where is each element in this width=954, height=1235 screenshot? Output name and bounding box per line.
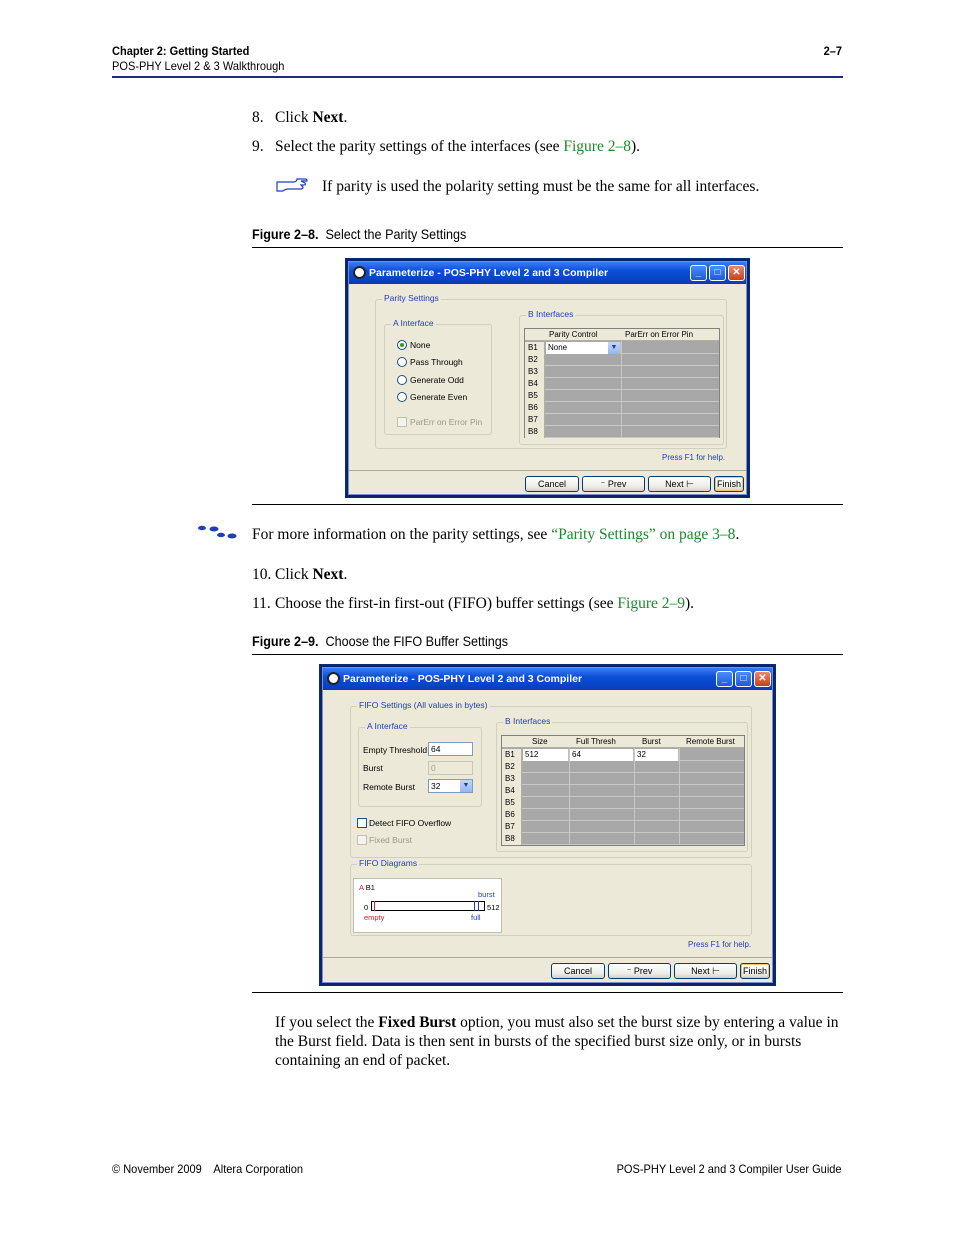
more-info-text: For more information on the parity settings, see “Parity Settings” on page 3–8.: [252, 526, 740, 543]
prev-button[interactable]: ⁻ Prev: [582, 476, 645, 492]
figure-2-8-caption: Figure 2–8. Select the Parity Settings: [252, 226, 467, 242]
parity-settings-dialog: [345, 258, 750, 498]
help-hint: Press F1 for help.: [688, 940, 752, 949]
section-title: POS-PHY Level 2 & 3 Walkthrough: [112, 59, 285, 73]
maximize-icon[interactable]: □: [709, 265, 726, 281]
table-row: B2: [525, 354, 719, 366]
cancel-button[interactable]: Cancel: [551, 963, 605, 979]
prev-arrow-icon: ⁻: [626, 966, 634, 976]
b-interfaces-grid: Size Full Thresh Burst Remote Burst B1 512 64 32 B2 B3 B4 B5 B6 B7 B8: [501, 735, 745, 846]
page-number: 2–7: [823, 44, 842, 58]
radio-generate-even[interactable]: [397, 392, 407, 402]
table-row: B5: [502, 797, 744, 809]
figure-2-8-link[interactable]: Figure 2–8: [563, 138, 631, 155]
fifo-bar: [371, 901, 485, 911]
minimize-icon[interactable]: _: [716, 671, 733, 687]
b-interfaces-group: B Interfaces Parity Control ParErr on Error Pin B1 None ▼ B2 B3 B4 B5 B6 B7 B8: [519, 315, 724, 445]
prev-button[interactable]: ⁻ Prev: [608, 963, 671, 979]
fifo-settings-dialog: [319, 664, 776, 986]
b-interfaces-grid: Parity Control ParErr on Error Pin B1 None ▼ B2 B3 B4 B5 B6 B7 B8: [524, 328, 720, 438]
cancel-button[interactable]: Cancel: [525, 476, 579, 492]
footprints-icon: [197, 524, 239, 540]
chapter-title: Chapter 2: Getting Started: [112, 44, 250, 58]
table-row: B4: [502, 785, 744, 797]
step-11-text: Choose the first-in first-out (FIFO) buffer settings (see Figure 2–9).: [275, 595, 695, 612]
b1-burst-cell[interactable]: 32: [635, 749, 679, 761]
table-row: B2: [502, 761, 744, 773]
table-row: B6: [525, 402, 719, 414]
a-interface-group: A Interface None Pass Through Generate Odd Generate Even ParErr on Error Pin: [384, 324, 492, 435]
table-row: B1 None ▼: [525, 342, 719, 354]
step-8-text: Click Next.: [275, 109, 348, 126]
radio-none[interactable]: [397, 340, 407, 350]
figure-2-8-top-rule: [252, 247, 843, 248]
parity-settings-link[interactable]: “Parity Settings” on page 3–8: [551, 526, 736, 543]
b1-parity-select[interactable]: None ▼: [546, 342, 621, 354]
step-9-text: Select the parity settings of the interfaces (see Figure 2–8).: [275, 138, 641, 155]
close-icon[interactable]: ✕: [754, 671, 771, 687]
empty-threshold-input[interactable]: 64: [428, 742, 473, 756]
table-row: B8: [502, 833, 744, 845]
dialog-title: Parameterize - POS-PHY Level 2 and 3 Compiler: [369, 267, 609, 279]
step-10-number: 10.: [252, 566, 272, 583]
help-hint: Press F1 for help.: [662, 453, 726, 462]
b-interfaces-group: B Interfaces Size Full Thresh Burst Remote Burst B1 512 64 32 B2 B3 B4 B5 B6 B7 B8: [496, 722, 748, 852]
table-row: B7: [502, 821, 744, 833]
table-row: B1 512 64 32: [502, 749, 744, 761]
next-button[interactable]: Next ⊢: [648, 476, 711, 492]
minimize-icon[interactable]: _: [690, 265, 707, 281]
dialog-titlebar: [349, 262, 746, 284]
dialog-title: Parameterize - POS-PHY Level 2 and 3 Compiler: [343, 673, 583, 685]
step-9-number: 9.: [252, 138, 264, 155]
radio-generate-odd[interactable]: [397, 375, 407, 385]
figure-2-9-caption: Figure 2–9. Choose the FIFO Buffer Settings: [252, 633, 509, 649]
table-row: B4: [525, 378, 719, 390]
table-row: B5: [525, 390, 719, 402]
maximize-icon[interactable]: □: [735, 671, 752, 687]
remote-burst-select[interactable]: 32 ▼: [428, 779, 473, 793]
note-hand-icon: [275, 174, 309, 194]
full-marker: [474, 901, 475, 911]
a-interface-group: A Interface Empty Threshold 64 Burst 0 Remote Burst 32 ▼: [358, 727, 482, 807]
fifo-diagrams-group: FIFO Diagrams A B1 burst 0 512 empty full: [350, 864, 752, 936]
burst-input[interactable]: 0: [428, 761, 473, 775]
b1-full-thresh-cell[interactable]: 64: [570, 749, 634, 761]
dialog-titlebar: [323, 668, 772, 690]
fixed-burst-paragraph: If you select the Fixed Burst option, you must also set the burst size by entering a value in the Burst field. Data is then sent in bursts of the specified burst size only, or in bursts containing an end of packet.: [275, 1014, 839, 1069]
app-icon: [327, 672, 340, 685]
detect-overflow-checkbox[interactable]: [357, 818, 367, 828]
fixed-burst-checkbox[interactable]: [357, 835, 367, 845]
prev-arrow-icon: ⁻: [600, 479, 608, 489]
step-10-text: Click Next.: [275, 566, 348, 583]
next-button[interactable]: Next ⊢: [674, 963, 737, 979]
parerr-checkbox[interactable]: [397, 417, 407, 427]
table-row: B3: [502, 773, 744, 785]
next-arrow-icon: ⊢: [683, 479, 694, 489]
finish-button[interactable]: Finish: [714, 476, 744, 492]
fifo-diagram-panel: A B1 burst 0 512 empty full: [353, 878, 502, 933]
empty-marker: [374, 901, 375, 911]
note-text: If parity is used the polarity setting must be the same for all interfaces.: [322, 178, 760, 195]
figure-2-8-bottom-rule: [252, 504, 843, 505]
b1-size-cell[interactable]: 512: [523, 749, 569, 761]
app-icon: [353, 266, 366, 279]
footer-copyright: © November 2009 Altera Corporation: [112, 1162, 304, 1176]
chevron-down-icon: ▼: [459, 780, 472, 792]
step-8-number: 8.: [252, 109, 264, 126]
fifo-settings-group: FIFO Settings (All values in bytes) A Interface Empty Threshold 64 Burst 0 Remote Burst 32 ▼ Detect FIFO Overflow Fixed Burst B Interfaces Size Full Thresh Burst Remote Burst B1 512 64 32 B2 B3 B4 B5 B6 B7 B8: [350, 706, 752, 858]
footer-guide-title: POS-PHY Level 2 and 3 Compiler User Guide: [617, 1162, 842, 1176]
figure-2-9-bottom-rule: [252, 992, 843, 993]
step-11-number: 11.: [252, 595, 271, 612]
close-icon[interactable]: ✕: [728, 265, 745, 281]
burst-marker: [478, 901, 479, 911]
table-row: B3: [525, 366, 719, 378]
finish-button[interactable]: Finish: [740, 963, 770, 979]
figure-2-9-top-rule: [252, 654, 843, 655]
header-rule: [112, 76, 843, 78]
table-row: B7: [525, 414, 719, 426]
parity-settings-group: Parity Settings A Interface None Pass Through Generate Odd Generate Even ParErr on Error Pin B Interfaces Parity Control ParErr on Error Pin B1 None ▼ B2 B3 B4 B5 B6 B7 B8: [375, 299, 727, 449]
next-arrow-icon: ⊢: [709, 966, 720, 976]
radio-pass-through[interactable]: [397, 357, 407, 367]
table-row: B6: [502, 809, 744, 821]
table-row: B8: [525, 426, 719, 438]
chevron-down-icon: ▼: [607, 342, 620, 354]
figure-2-9-link[interactable]: Figure 2–9: [617, 595, 685, 612]
